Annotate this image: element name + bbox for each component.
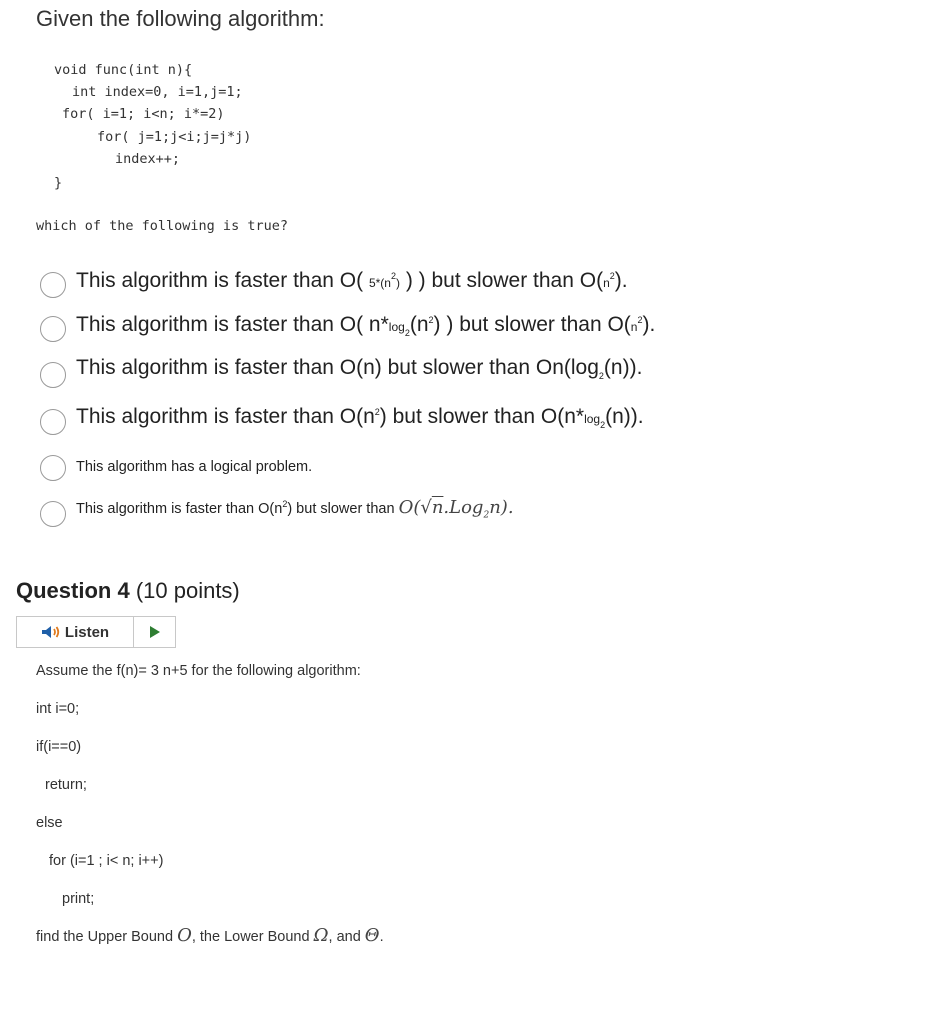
math-expression: O(√n.Log$_2$n). [398,497,514,521]
code-line: int index=0, i=1,j=1; [72,84,243,100]
radio-icon[interactable] [40,272,66,298]
option-4-label[interactable]: This algorithm is faster than $O(n^2)$ but slower than $O(n*\log_2(n))$. [76,405,644,431]
option-3-label[interactable]: This algorithm is faster than O(n) but slower than $On(\log_2(n))$. [76,356,643,382]
code-line: index++; [115,151,181,167]
listen-widget [16,616,176,648]
speaker-icon [41,625,61,639]
question-4-instruction: find the Upper Bound O, the Lower Bound Ω, and Θ. [36,925,384,946]
radio-icon[interactable] [40,362,66,388]
radio-icon[interactable] [40,501,66,527]
code-line: if(i==0) [36,739,82,755]
option-2-label[interactable]: This algorithm is faster than O( $n*\log_2(n^2)$ ) but slower than $O(n^2)$. [76,313,656,339]
radio-icon[interactable] [40,455,66,481]
code-line: print; [62,891,95,907]
play-icon [149,625,161,639]
code-line: else [36,815,63,831]
code-line: } [54,175,63,191]
question-text: which of the following is true? [36,218,288,234]
option-1-label[interactable]: This algorithm is faster than O( $5*(n^2)$ ) ) but slower than $O(n^2)$. [76,269,628,292]
question-4-heading: Question 4 (10 points) [16,578,240,603]
question-4-text: Assume the f(n)= 3 n+5 for the following algorithm: [36,663,361,679]
radio-icon[interactable] [40,316,66,342]
code-line: void func(int n){ [54,62,193,78]
code-line: for (i=1 ; i< n; i++) [49,853,164,869]
code-line: int i=0; [36,701,80,717]
code-line: for( i=1; i<n; i*=2) [62,106,225,122]
play-button[interactable] [134,617,175,647]
option-6-label[interactable]: This algorithm is faster than $O(n^2)$ but slower than O(√n.Log$_2$n). [76,497,514,521]
code-line: return; [45,777,87,793]
option-5-label[interactable]: This algorithm has a logical problem. [76,459,313,475]
code-line: for( j=1;j<i;j=j*j) [97,129,252,145]
listen-button[interactable]: Listen [17,617,134,647]
radio-icon[interactable] [40,409,66,435]
page-title: Given the following algorithm: [36,6,325,31]
